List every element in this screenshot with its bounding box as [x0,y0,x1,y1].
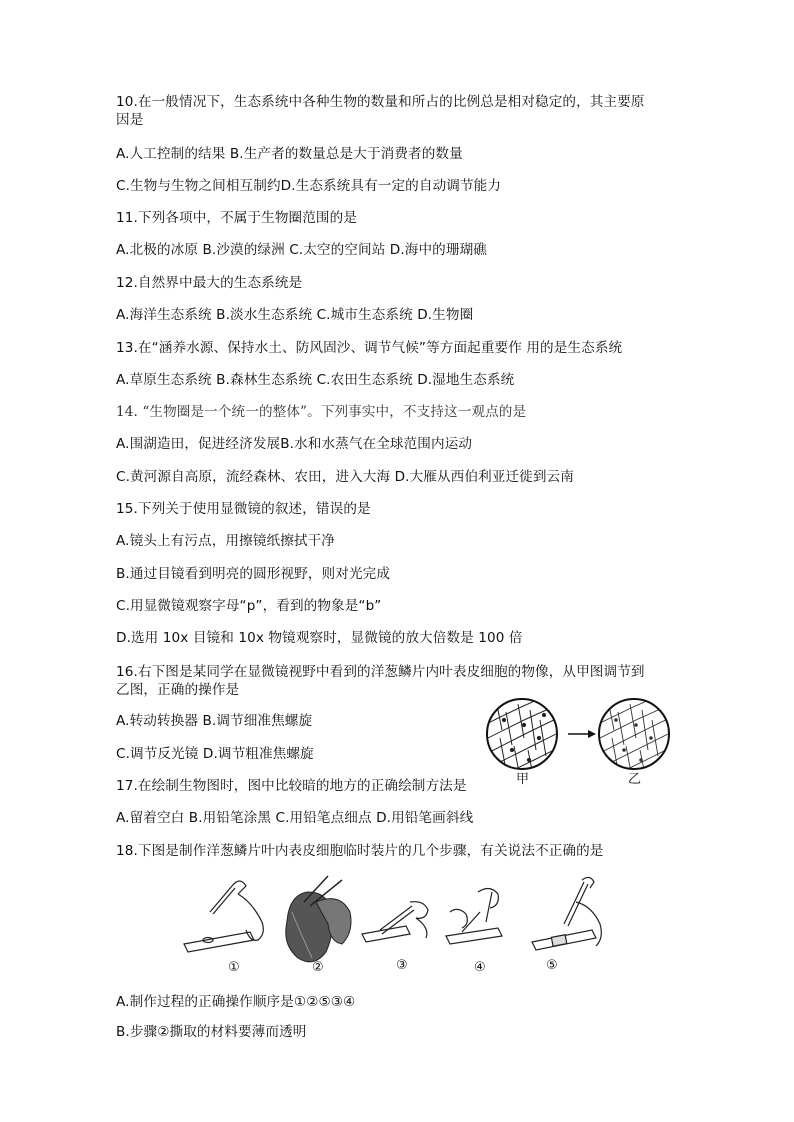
field-label-jia: 甲 [516,772,530,787]
q10-options-cd: C.生物与生物之间相互制约D.生态系统具有一定的自动调节能力 [116,178,502,194]
q13-options: A.草原生态系统 B.森林生态系统 C.农田生态系统 D.湿地生态系统 [116,372,515,388]
q18-stem: 18.下图是制作洋葱鳞片叶内表皮细胞临时装片的几个步骤，有关说法不正确的是 [116,843,604,859]
step-1-label: ① [228,960,240,975]
step-5-staining-illustration [532,877,601,950]
q16-options-cd: C.调节反光镜 D.调节粗准焦螺旋 [116,746,314,762]
q10-stem-line-2: 因是 [116,112,144,128]
q12-stem: 12.自然界中最大的生态系统是 [116,275,303,291]
step-2-label: ② [312,960,324,975]
step-3-forceps-illustration [362,902,428,942]
q18-figure [180,872,620,982]
q15-option-a: A.镜头上有污点，用擦镜纸擦拭干净 [116,533,335,549]
q15-option-c: C.用显微镜观察字母“p”，看到的物象是“b” [116,598,382,614]
q16-figure [484,690,684,790]
q17-stem: 17.在绘制生物图时，图中比较暗的地方的正确绘制方法是 [116,778,467,794]
q14-options-cd: C.黄河源自高原，流经森林、农田，进入大海 D.大雁从西伯利亚迁徙到云南 [116,469,574,485]
q18-option-a: A.制作过程的正确操作顺序是①②⑤③④ [116,994,356,1010]
step-2-onion-peeling-illustration [286,876,351,962]
q18-option-b: B.步骤②撕取的材料要薄而透明 [116,1024,307,1040]
q15-stem: 15.下列关于使用显微镜的叙述，错误的是 [116,501,371,517]
field-label-yi: 乙 [628,772,642,787]
q13-stem: 13.在“涵养水源、保持水土、防风固沙、调节气候”等方面起重要作 用的是生态系统 [116,340,623,356]
step-4-label: ④ [474,960,486,975]
step-4-coverslip-illustration [446,888,502,944]
step-1-dropper-illustration [184,881,263,952]
q11-stem: 11.下列各项中，不属于生物圈范围的是 [116,210,358,226]
q10-stem-line-1: 10.在一般情况下，生态系统中各种生物的数量和所占的比例总是相对稳定的，其主要原 [116,94,645,110]
q16-options-ab: A.转动转换器 B.调节细准焦螺旋 [116,713,313,729]
q11-options: A.北极的冰原 B.沙漠的绿洲 C.太空的空间站 D.海中的珊瑚礁 [116,242,487,258]
q10-options-ab: A.人工控制的结果 B.生产者的数量总是大于消费者的数量 [116,146,463,162]
microscope-field-diagram [484,690,684,790]
q15-option-b: B.通过目镜看到明亮的圆形视野，则对光完成 [116,566,391,582]
q14-stem: 14. “生物圈是一个统一的整体”。下列事实中，不支持这一观点的是 [116,404,527,420]
step-5-label: ⑤ [546,958,558,973]
q17-options: A.留着空白 B.用铅笔涂黑 C.用铅笔点细点 D.用铅笔画斜线 [116,810,474,826]
step-3-label: ③ [396,958,408,973]
q16-stem-line-1: 16.右下图是某同学在显微镜视野中看到的洋葱鳞片内叶表皮细胞的物像，从甲图调节到 [116,664,645,680]
q12-options: A.海洋生态系统 B.淡水生态系统 C.城市生态系统 D.生物圈 [116,307,474,323]
q15-option-d: D.选用 10x 目镜和 10x 物镜观察时，显微镜的放大倍数是 100 倍 [116,630,523,646]
q16-stem-line-2: 乙图，正确的操作是 [116,682,240,698]
q14-options-ab: A.围湖造田，促进经济发展B.水和水蒸气在全球范围内运动 [116,436,473,452]
